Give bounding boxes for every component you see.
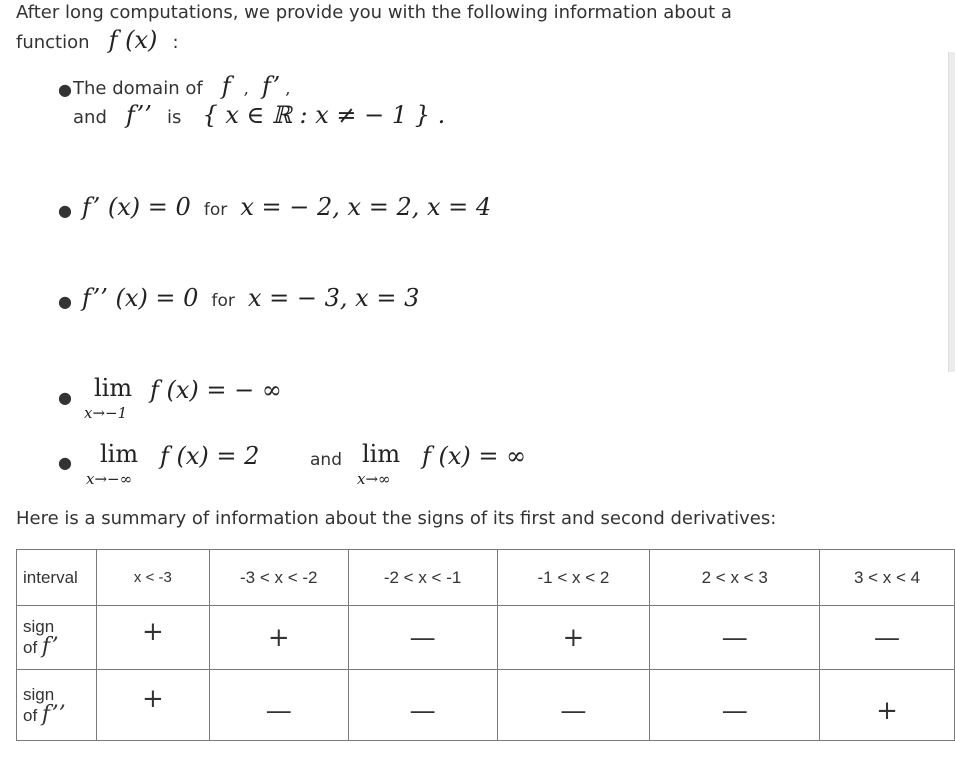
- summary-text: Here is a summary of information about the signs of its first and second derivatives:: [16, 508, 777, 529]
- inflection-points: [82, 284, 419, 312]
- intro-f-of-x: f (x): [108, 26, 158, 54]
- table-row-first-derivative: [17, 606, 955, 670]
- inflection-rhs: x = − 3, x = 3: [248, 284, 420, 312]
- row2-sign-5: —: [650, 670, 820, 741]
- domain-comma-2: ,: [285, 79, 291, 98]
- header-interval-label: interval: [17, 550, 97, 606]
- row2-sign-1: +: [96, 670, 209, 741]
- bullet-icon: ●: [58, 388, 72, 407]
- row2-sign-2: —: [209, 670, 348, 741]
- table-header-row: [17, 550, 955, 606]
- intro-line-1: After long computations, we provide you with the following information about a: [16, 2, 732, 23]
- bullet-icon: ●: [58, 80, 72, 99]
- intro-line-2: [16, 26, 179, 54]
- row1-label-sign: sign: [23, 617, 55, 636]
- limit1-subscript: x→−1: [84, 404, 128, 422]
- header-interval-3: -2 < x < -1: [348, 550, 497, 606]
- limit2-subscript-b: x→∞: [357, 470, 391, 488]
- inflection-for: for: [211, 291, 235, 311]
- domain-line-1: [73, 72, 290, 100]
- row1-sign-4: +: [497, 606, 650, 670]
- domain-f: f: [221, 72, 231, 100]
- row2-label-f-double-prime: f’’: [41, 701, 66, 727]
- vertical-scrollbar[interactable]: [948, 52, 955, 372]
- critical-for: for: [203, 200, 228, 220]
- row2-label-of: of: [23, 705, 38, 725]
- limit2-subscript: x→−∞: [86, 470, 133, 488]
- bullet-icon: ●: [58, 292, 72, 311]
- row1-label: [17, 606, 97, 670]
- domain-f-prime: f’: [261, 72, 281, 100]
- bullet-icon: ●: [58, 201, 72, 220]
- row1-sign-3: —: [348, 606, 497, 670]
- row2-sign-6: +: [820, 670, 955, 741]
- critical-rhs: x = − 2, x = 2, x = 4: [240, 193, 492, 221]
- domain-comma-1: ,: [243, 79, 249, 98]
- critical-points: [82, 193, 491, 221]
- row2-sign-4: —: [497, 670, 650, 741]
- domain-text-and: and: [73, 107, 107, 128]
- row1-sign-2: +: [209, 606, 348, 670]
- limit2-expression: f (x) = 2: [160, 442, 260, 470]
- row1-label-of: of: [23, 638, 38, 657]
- domain-text-a: The domain of: [73, 78, 203, 99]
- bullet-icon: ●: [58, 453, 72, 472]
- inflection-lhs: f’’ (x) = 0: [82, 284, 199, 312]
- row1-sign-1: +: [96, 606, 209, 670]
- limit2-and: and: [310, 450, 342, 470]
- limit1-lim: lim: [94, 374, 133, 402]
- limit2-expression-b: f (x) = ∞: [422, 442, 527, 470]
- limit2-lim-b: lim: [362, 440, 401, 468]
- intro-function-word: function: [16, 32, 90, 53]
- critical-lhs: f’ (x) = 0: [82, 193, 191, 221]
- header-interval-1: x < -3: [96, 550, 209, 606]
- domain-line-2: [73, 101, 445, 129]
- row2-label: [17, 670, 97, 741]
- header-interval-2: -3 < x < -2: [209, 550, 348, 606]
- header-interval-4: -1 < x < 2: [497, 550, 650, 606]
- sign-table: [16, 549, 955, 741]
- row1-sign-6: —: [820, 606, 955, 670]
- row1-label-f-prime: f’: [41, 634, 59, 659]
- header-interval-6: 3 < x < 4: [820, 550, 955, 606]
- header-interval-5: 2 < x < 3: [650, 550, 820, 606]
- domain-f-double-prime: f’’: [125, 101, 152, 129]
- domain-text-is: is: [166, 107, 182, 128]
- limit1-expression: f (x) = − ∞: [150, 376, 282, 404]
- row2-label-sign: sign: [23, 684, 55, 704]
- table-row-second-derivative: [17, 670, 955, 741]
- row1-sign-5: —: [650, 606, 820, 670]
- row2-sign-3: —: [348, 670, 497, 741]
- domain-set: { x ∈ ℝ : x ≠ − 1 } .: [202, 101, 446, 129]
- limit2-lim: lim: [100, 440, 139, 468]
- intro-colon: :: [172, 32, 179, 53]
